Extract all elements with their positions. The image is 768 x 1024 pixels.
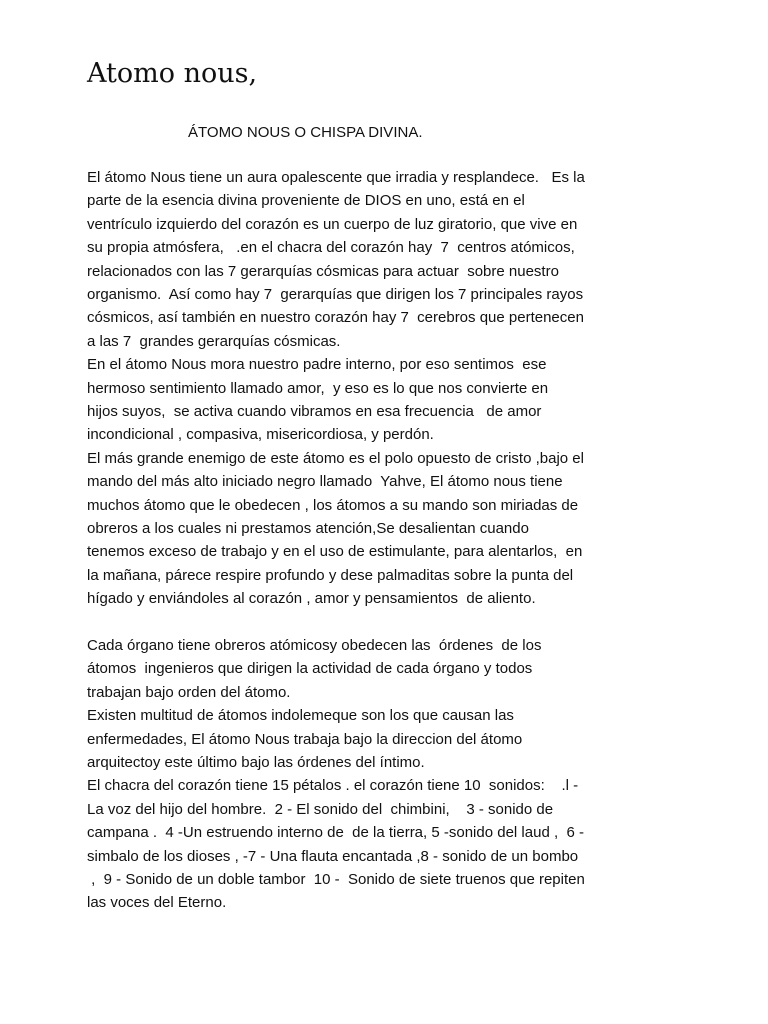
text-line: átomos ingenieros que dirigen la actividad de cada órgano y todos bbox=[87, 660, 533, 677]
text-line: obreros a los cuales ni prestamos atención,Se desalientan cuando bbox=[87, 520, 529, 537]
text-line: cósmicos, así también en nuestro corazón hay 7 cerebros que pertenecen bbox=[87, 309, 584, 326]
text-line: En el átomo Nous mora nuestro padre interno, por eso sentimos ese bbox=[87, 356, 547, 373]
text-line: La voz del hijo del hombre. 2 - El sonido del chimbini, 3 - sonido de bbox=[87, 801, 554, 818]
text-line: hijos suyos, se activa cuando vibramos en esa frecuencia de amor bbox=[87, 403, 542, 420]
text-line: arquitectoy este último bajo las órdenes del íntimo. bbox=[87, 754, 425, 771]
text-line: relacionados con las 7 gerarquías cósmicas para actuar sobre nuestro bbox=[87, 263, 559, 280]
text-line: trabajan bajo orden del átomo. bbox=[87, 684, 291, 701]
text-line: organismo. Así como hay 7 gerarquías que dirigen los 7 principales rayos bbox=[87, 286, 584, 303]
text-line: Cada órgano tiene obreros atómicosy obedecen las órdenes de los bbox=[87, 637, 542, 654]
text-line: El chacra del corazón tiene 15 pétalos . el corazón tiene 10 sonidos: .l - bbox=[87, 777, 579, 794]
text-line: muchos átomo que le obedecen , los átomos a su mando son miriadas de bbox=[87, 497, 579, 514]
text-line: tenemos exceso de trabajo y en el uso de estimulante, para alentarlos, en bbox=[87, 543, 583, 560]
text-line: las voces del Eterno. bbox=[87, 894, 227, 911]
text-line: El más grande enemigo de este átomo es el polo opuesto de cristo ,bajo el bbox=[87, 450, 584, 467]
text-line: parte de la esencia divina proveniente de DIOS en uno, está en el bbox=[87, 192, 525, 209]
text-line: a las 7 grandes gerarquías cósmicas. bbox=[87, 333, 341, 350]
text-line: Existen multitud de átomos indolemeque son los que causan las bbox=[87, 707, 514, 724]
text-line: la mañana, párece respire profundo y dese palmaditas sobre la punta del bbox=[87, 567, 574, 584]
text-line: El átomo Nous tiene un aura opalescente que irradia y resplandece. Es la bbox=[87, 169, 585, 186]
text-line bbox=[87, 611, 687, 634]
text-line: su propia atmósfera, .en el chacra del corazón hay 7 centros atómicos, bbox=[87, 239, 575, 256]
text-line: mando del más alto iniciado negro llamado Yahve, El átomo nous tiene bbox=[87, 473, 563, 490]
page-title: Atomo nous, bbox=[87, 58, 258, 89]
text-line: hermoso sentimiento llamado amor, y eso es lo que nos convierte en bbox=[87, 380, 549, 397]
text-line: simbalo de los dioses , -7 - Una flauta encantada ,8 - sonido de un bombo bbox=[87, 848, 579, 865]
text-line: campana . 4 -Un estruendo interno de de la tierra, 5 -sonido del laud , 6 - bbox=[87, 824, 584, 841]
text-line: ventrículo izquierdo del corazón es un cuerpo de luz giratorio, que vive en bbox=[87, 216, 578, 233]
text-line: enfermedades, El átomo Nous trabaja bajo la direccion del átomo bbox=[87, 731, 523, 748]
text-line: incondicional , compasiva, misericordiosa, y perdón. bbox=[87, 426, 434, 443]
text-line: hígado y enviándoles al corazón , amor y pensamientos de aliento. bbox=[87, 590, 536, 607]
text-line: , 9 - Sonido de un doble tambor 10 - Sonido de siete truenos que repiten bbox=[87, 871, 585, 888]
document-subtitle: ÁTOMO NOUS O CHISPA DIVINA. bbox=[188, 124, 423, 141]
